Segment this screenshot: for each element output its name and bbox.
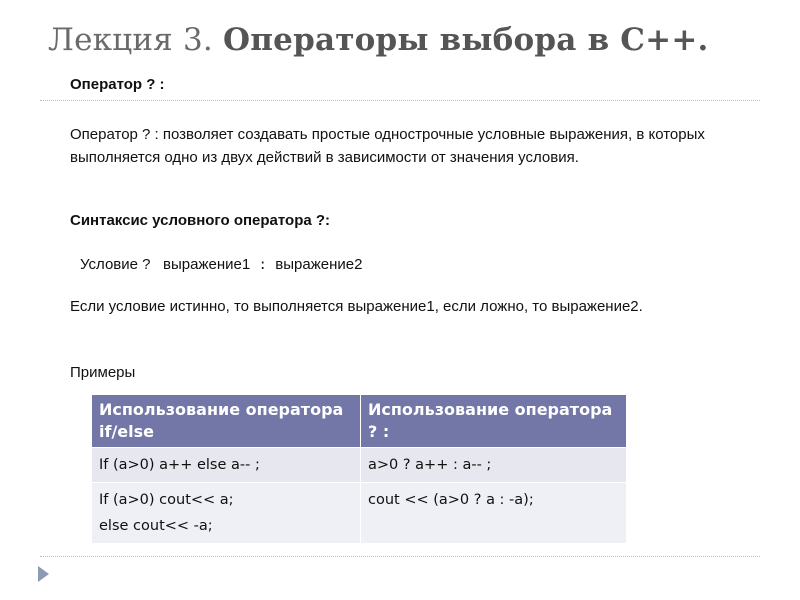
examples-table	[91, 394, 627, 544]
examples-label: Примеры	[70, 364, 136, 381]
table-cell: cout << (a>0 ? a : -a);	[361, 483, 627, 544]
table-header-row	[92, 395, 627, 448]
triangle-right-icon[interactable]	[38, 566, 49, 582]
title-topic: Операторы выбора в С++.	[223, 22, 709, 58]
explanation-paragraph: Если условие истинно, то выполняется выражение1, если ложно, то выражение2.	[70, 298, 643, 315]
divider-bottom	[40, 556, 760, 557]
code-line: If (a>0) cout<< a;	[99, 492, 234, 508]
code-line: else cout<< -a;	[99, 518, 213, 534]
table-cell	[92, 483, 361, 544]
syntax-colon: :	[258, 258, 267, 274]
syntax-expr2: выражение2	[275, 256, 363, 273]
syntax-expr1: выражение1	[163, 256, 251, 273]
table-header-cell: Использование оператора ? :	[361, 395, 627, 448]
table-header-cell: Использование оператора if/else	[92, 395, 361, 448]
divider-top	[40, 100, 760, 101]
table-cell: a>0 ? a++ : a-- ;	[361, 448, 627, 483]
syntax-line	[80, 254, 760, 278]
table-row	[92, 448, 627, 483]
syntax-heading: Синтаксис условного оператора ?:	[70, 212, 331, 229]
syntax-condition: Условие ?	[80, 256, 151, 273]
table-cell: If (a>0) a++ else a-- ;	[92, 448, 361, 483]
table-row	[92, 483, 627, 544]
subheading: Оператор ? :	[70, 76, 165, 93]
title-lecture: Лекция 3.	[48, 22, 213, 58]
description-paragraph: Оператор ? : позволяет создавать простые однострочные условные выражения, в которых выполняется одно из двух действий в зависимости от значения условия.	[70, 126, 705, 166]
slide-title	[48, 22, 709, 58]
